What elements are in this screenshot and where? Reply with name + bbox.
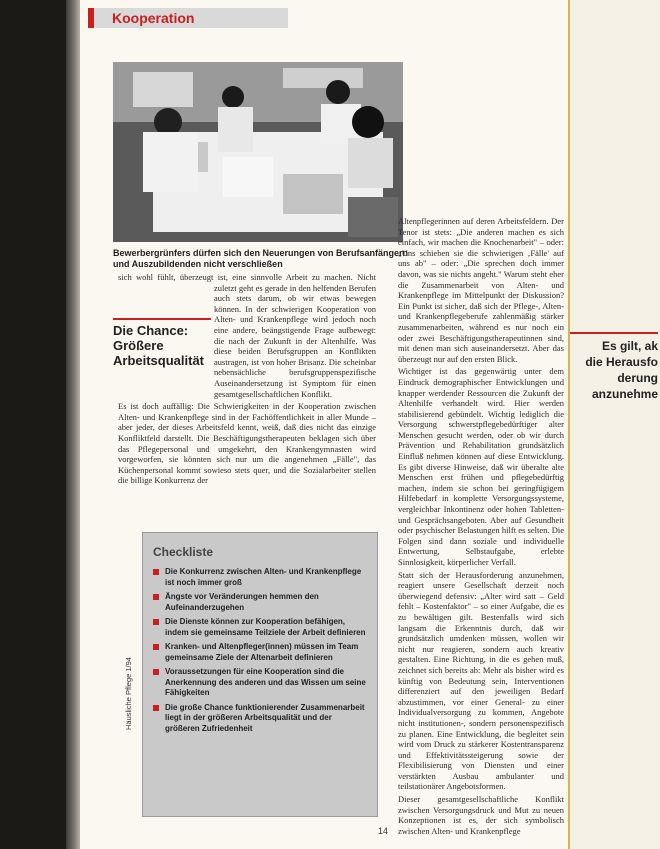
section-header: [88, 8, 288, 28]
pull-quote: [570, 332, 658, 402]
pull-quote-line: anzunehme: [591, 387, 658, 401]
checklist-item: Ängste vor Veränderungen hemmen den Aufeinanderzugehen: [153, 592, 367, 613]
pull-quote-rule: [570, 332, 658, 334]
photo-caption: Bewerbergrünfers dürfen sich den Neuerungen von Berufsanfängern und Auszubildenden nicht verschließen: [113, 248, 409, 269]
team-photo-illustration: [113, 62, 403, 242]
pull-quote-line: derung: [617, 371, 658, 385]
checklist-box: [142, 532, 378, 817]
checklist-items: [143, 567, 377, 734]
pull-quote-line: die Herausfo: [585, 355, 658, 369]
right-paragraph-1: Altenpflegerinnen auf deren Arbeitsfeldern. Der Tenor ist stets: „Die anderen machen es sich einfach, wir machen die Knochenarbeit" – oder: „Uns schieben sie die schwierigen ‚Fälle' auf uns ab" – oder: „Die sprechen doch immer davon, was sie nichts angeht." Warum steht eher die Zusammenarbeit von Alten- und Krankenpflege im Mittelpunkt der Diskussion? Ein Punkt ist sicher, daß sich der Pflege-, Alten- und Krankenpflegeberufe zahlenmäßig stärker zusammenarbeiten, während es nur noch ein oder zwei Beschäftigungstherapeutinnen sind, mit denen man sich auseinandersetzt. Aber das überzeugt nur auf den ersten Blick.: [398, 216, 564, 364]
left-column-text: [118, 272, 376, 522]
right-paragraph-4: Dieser gesamtgesellschaftliche Konflikt zwischen Versorgungsdruck und Mut zu neuen Konzeptionen ist es, der sich symbolisch zwischen Alten- und Krankenpflege: [398, 794, 564, 836]
subheading-title: Die Chance: Größere Arbeitsqualität: [113, 323, 205, 368]
publication-label: Häusliche Pflege 1/94: [124, 657, 133, 730]
team-photo: [113, 62, 403, 242]
section-title: Kooperation: [112, 10, 195, 26]
checklist-title: Checkliste: [153, 545, 214, 559]
checklist-item: Voraussetzungen für eine Kooperation sind die Anerkennung des anderen und das Wissen um seine Fähigkeiten: [153, 667, 367, 699]
pull-quote-line: Es gilt, ak: [601, 339, 658, 353]
checklist-item: Die Dienste können zur Kooperation befähigen, indem sie gemeinsame Teilziele der Arbeit definieren: [153, 617, 367, 638]
checklist-item: Die Konkurrenz zwischen Alten- und Krankenpflege ist noch immer groß: [153, 567, 367, 588]
checklist-item: Kranken- und Altenpfleger(innen) müssen im Team gemeinsame Ziele der Altenarbeit definieren: [153, 642, 367, 663]
right-column-text: [398, 216, 564, 836]
next-page-edge: [568, 0, 660, 849]
book-gutter: [66, 0, 80, 849]
right-paragraph-2: Wichtiger ist das gegenwärtig unter dem Eindruck demographischer Entwicklungen und knapper werdender Ressourcen die Zukunft der Altenhilfe verhandelt wird. Hier werden stabilisierend gebündelt. Wichtig lediglich die Versorgung schwerstpflegebedürftiger alter Menschen gesucht werden, oder ob wir durch Prävention und Rehabilitation grundsätzlich Einfluß nehmen können auf diese Entwicklung. Es gibt diverse Hinweise, daß wir überalte alte Menschen erst frühen und pflegebedürftig machen, indem sie schon bei geringfügigem Hilfebedarf in komplette Versorgungssysteme, vergleichbar Inkontinenz oder hohen Tabletten- und Gesprächsangeboten. Aber auf Gesundheit oder psychischer Belastungen hilft es selten. Die Folgen sind dann soziale und individuelle Entwertung, Selbstaufgabe, erlebte Sinnlosigkeit, körperlicher Verfall.: [398, 366, 564, 567]
right-paragraph-3: Statt sich der Herausforderung anzunehmen, reagiert unsere Gesellschaft derzeit noch überwiegend defensiv: „Alter wird satt – Geld fehlt – Kostenfaktor" – so einer Aufgabe, die es zu bewältigen gilt. Bestenfalls wird sich langsam die Erkenntnis durch, daß wir grundsätzlich umdenken müssen, wollen wir nicht nur reagieren, sondern auch kreativ gestalten. Eine Richtung, in die es gehen muß, zeichnet sich bereits ab: Mehr als bisher wird es künftig von Bedeutung sein, Interventionen differenziert auf den jeweiligen Bedarf abzustimmen, vor einer General- zu einer Individualversorgung zu kommen, Angebote nicht institutionen-, sondern personenspezifisch zu planen. Eine Entwicklung, die begleitet sein wird vom Druck zu stärkerer Kostentransparenz und Effektivitätssteigerung sowie der Flexibilisierung von Diensten und einer verstärkten Ausbau ambulanter und teilstationärer Angebotsformen.: [398, 569, 564, 792]
page-number: 14: [378, 826, 389, 836]
checklist-item: Die große Chance funktionierender Zusammenarbeit liegt in der größeren Arbeitsqualität und der größeren Zufriedenheit: [153, 703, 367, 735]
left-paragraph-1: sich wohl fühlt, überzeugt ist, eine sinnvolle Arbeit zu machen. Nicht zuletzt geht es gerade in den helfenden Berufen auch stets darum, ob wir etwas bewegen können. In der schwierigen Kooperation von Alten- und Krankenpflege wird jedoch noch eine andere, beängstigende Frage aufbewegt: die nach der Zukunft in der Altenhilfe. Was diese beiden Berufsgruppen an Konflikten austragen, ist von hoher Brisanz. Die scheinbar nebensächliche berufsgruppenspezifische Auseinandersetzung ist Symptom für einen gesamtgesellschaftlichen Konflikt.: [118, 272, 376, 399]
left-paragraph-2: Es ist doch auffällig: Die Schwierigkeiten in der Kooperation zwischen Alten- und Krankenpflege sind in der Fachöffentlichkeit in aller Munde – aber jeder, der dieses Arbeitsfeld kennt, weiß, daß dies nicht das einzige Konfliktfeld darstellt. Die Beschäftigungstherapeuten beklagen sich über das Pflegepersonal und umgekehrt, den Krankengymnasten wird vorgeworfen, sie könnten sich nur um die angenehmen „Fälle", das Küchenpersonal kommt sowieso stets quer, und die Sozialarbeiter stellen die billige Konkurrenz der: [118, 401, 376, 486]
